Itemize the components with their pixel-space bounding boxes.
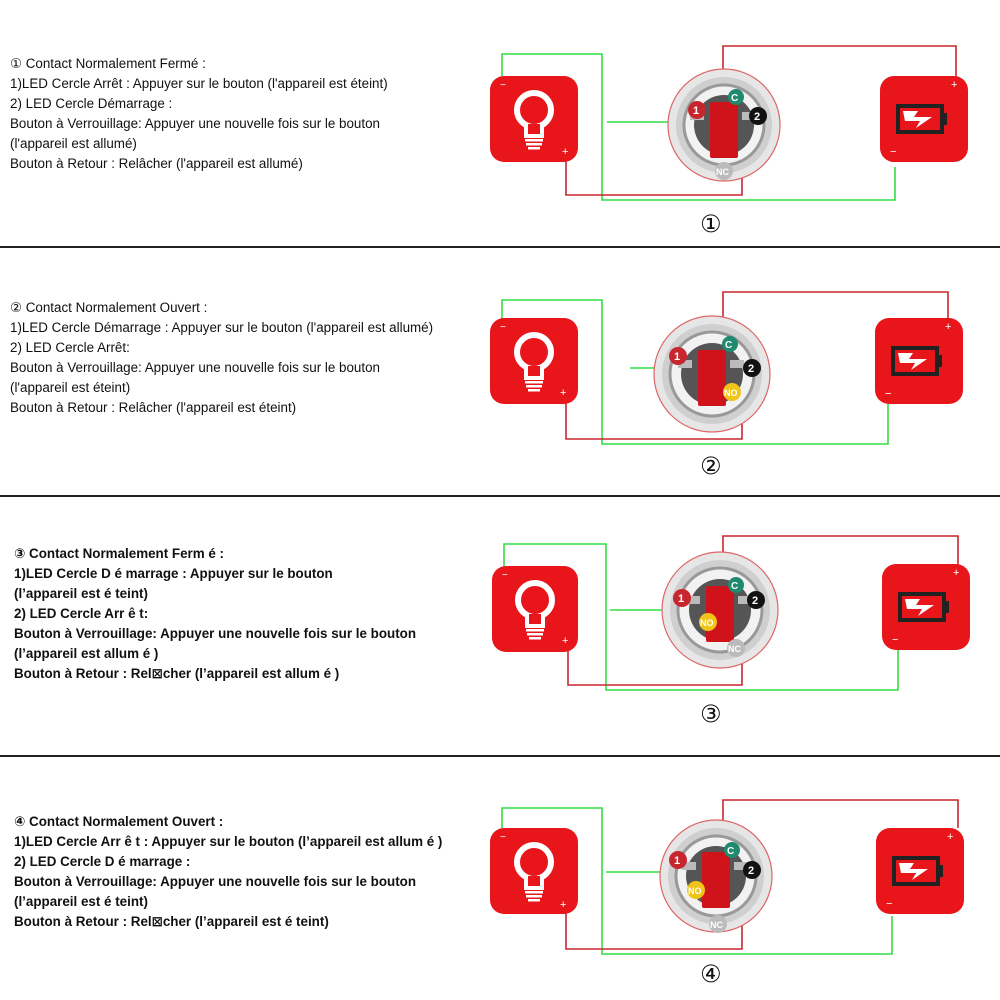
terminal-c-label: C (731, 93, 739, 104)
panel-2-number: ② (700, 452, 722, 480)
push-button-switch (662, 552, 778, 668)
lamp-minus-label: − (500, 80, 506, 91)
terminal-no-label: NO (688, 886, 702, 896)
terminal-1-label: 1 (674, 855, 681, 867)
terminal-1-label: 1 (693, 105, 700, 117)
divider (0, 755, 1000, 757)
battery-plus-label: + (951, 79, 958, 91)
panel-1-wiring-diagram (480, 40, 1000, 210)
panel-1-line: ① Contact Normalement Fermé : (10, 56, 206, 71)
terminal-2-label: 2 (754, 111, 761, 123)
panel-1-line: Bouton à Retour : Relâcher (l'appareil est allumé) (10, 156, 303, 171)
terminal-1-label: 1 (674, 351, 681, 363)
panel-3-line: ③ Contact Normalement Ferm é : (14, 546, 225, 561)
battery-box (876, 828, 964, 914)
terminal-c-label: C (725, 340, 733, 351)
panel-3-line: (l’appareil est é teint) (14, 586, 148, 601)
panel-2-line: Bouton à Verrouillage: Appuyer une nouvelle fois sur le bouton (10, 360, 380, 375)
panel-2-description (10, 298, 433, 418)
panel-4-description (14, 812, 442, 932)
terminal-2-label: 2 (752, 595, 759, 607)
lamp-minus-label: − (500, 832, 506, 843)
push-button-switch (668, 69, 780, 181)
panel-3-line: (l’appareil est allum é ) (14, 646, 159, 661)
panel-2-line: (l'appareil est éteint) (10, 380, 131, 395)
divider (0, 495, 1000, 497)
lamp-plus-label: + (562, 635, 569, 647)
panel-1-number: ① (700, 210, 722, 238)
panel-3-line: 2) LED Cercle Arr ê t: (14, 606, 149, 621)
panel-4-line: Bouton à Retour : Rel⊠cher (l’appareil est é teint) (14, 914, 329, 929)
battery-box (882, 564, 970, 650)
battery-box (875, 318, 963, 404)
panel-3-line: 1)LED Cercle D é marrage : Appuyer sur le bouton (14, 566, 333, 581)
battery-minus-label: − (886, 898, 893, 910)
panel-2-line: ② Contact Normalement Ouvert : (10, 300, 208, 315)
push-button-switch (654, 316, 770, 432)
terminal-2-label: 2 (748, 865, 755, 877)
terminal-c-label: C (727, 846, 735, 857)
panel-3-wiring-diagram (480, 530, 1000, 700)
panel-1-line: Bouton à Verrouillage: Appuyer une nouvelle fois sur le bouton (10, 116, 380, 131)
terminal-no-label: NO (700, 618, 714, 628)
panel-3-number: ③ (700, 700, 722, 728)
battery-box (880, 76, 968, 162)
panel-4-line: 1)LED Cercle Arr ê t : Appuyer sur le bouton (l’appareil est allum é ) (14, 834, 443, 849)
panel-2-line: 2) LED Cercle Arrêt: (10, 340, 130, 355)
push-button-switch (660, 820, 772, 933)
terminal-c-label: C (731, 581, 739, 592)
panel-1-description (10, 54, 388, 174)
panel-4-wiring-diagram (480, 792, 1000, 962)
battery-plus-label: + (953, 567, 960, 579)
terminal-nc-label: NC (710, 920, 723, 930)
panel-2-line: 1)LED Cercle Démarrage : Appuyer sur le bouton (l'appareil est allumé) (10, 320, 434, 335)
terminal-no-label: NO (724, 388, 738, 398)
battery-plus-label: + (947, 831, 954, 843)
terminal-1-label: 1 (678, 593, 685, 605)
battery-minus-label: − (885, 388, 892, 400)
lamp-minus-label: − (500, 322, 506, 333)
divider (0, 246, 1000, 248)
panel-2-wiring-diagram (480, 284, 1000, 454)
terminal-nc-label: NC (728, 644, 741, 654)
panel-4-line: ④ Contact Normalement Ouvert : (14, 814, 224, 829)
panel-3-line: Bouton à Retour : Rel⊠cher (l’appareil est allum é ) (14, 666, 340, 681)
battery-plus-label: + (945, 321, 952, 333)
lamp-plus-label: + (560, 387, 567, 399)
battery-minus-label: − (892, 634, 899, 646)
panel-1-line: 2) LED Cercle Démarrage : (10, 96, 173, 111)
panel-1-line: (l'appareil est allumé) (10, 136, 137, 151)
lamp-box (492, 566, 578, 652)
terminal-nc-label: NC (716, 167, 729, 177)
panel-1-line: 1)LED Cercle Arrêt : Appuyer sur le bouton (l'appareil est éteint) (10, 76, 388, 91)
lamp-minus-label: − (502, 570, 508, 581)
lamp-plus-label: + (560, 899, 567, 911)
panel-4-line: Bouton à Verrouillage: Appuyer une nouvelle fois sur le bouton (14, 874, 417, 889)
terminal-2-label: 2 (748, 363, 755, 375)
lamp-plus-label: + (562, 146, 569, 158)
battery-minus-label: − (890, 146, 897, 158)
panel-4-line: (l’appareil est é teint) (14, 894, 148, 909)
panel-3-description (14, 544, 416, 684)
lamp-box (490, 318, 578, 404)
lamp-box (490, 76, 578, 162)
panel-4-number: ④ (700, 960, 722, 988)
panel-3-line: Bouton à Verrouillage: Appuyer une nouvelle fois sur le bouton (14, 626, 417, 641)
panel-4-line: 2) LED Cercle D é marrage : (14, 854, 191, 869)
panel-2-line: Bouton à Retour : Relâcher (l'appareil est éteint) (10, 400, 297, 415)
lamp-box (490, 828, 578, 914)
